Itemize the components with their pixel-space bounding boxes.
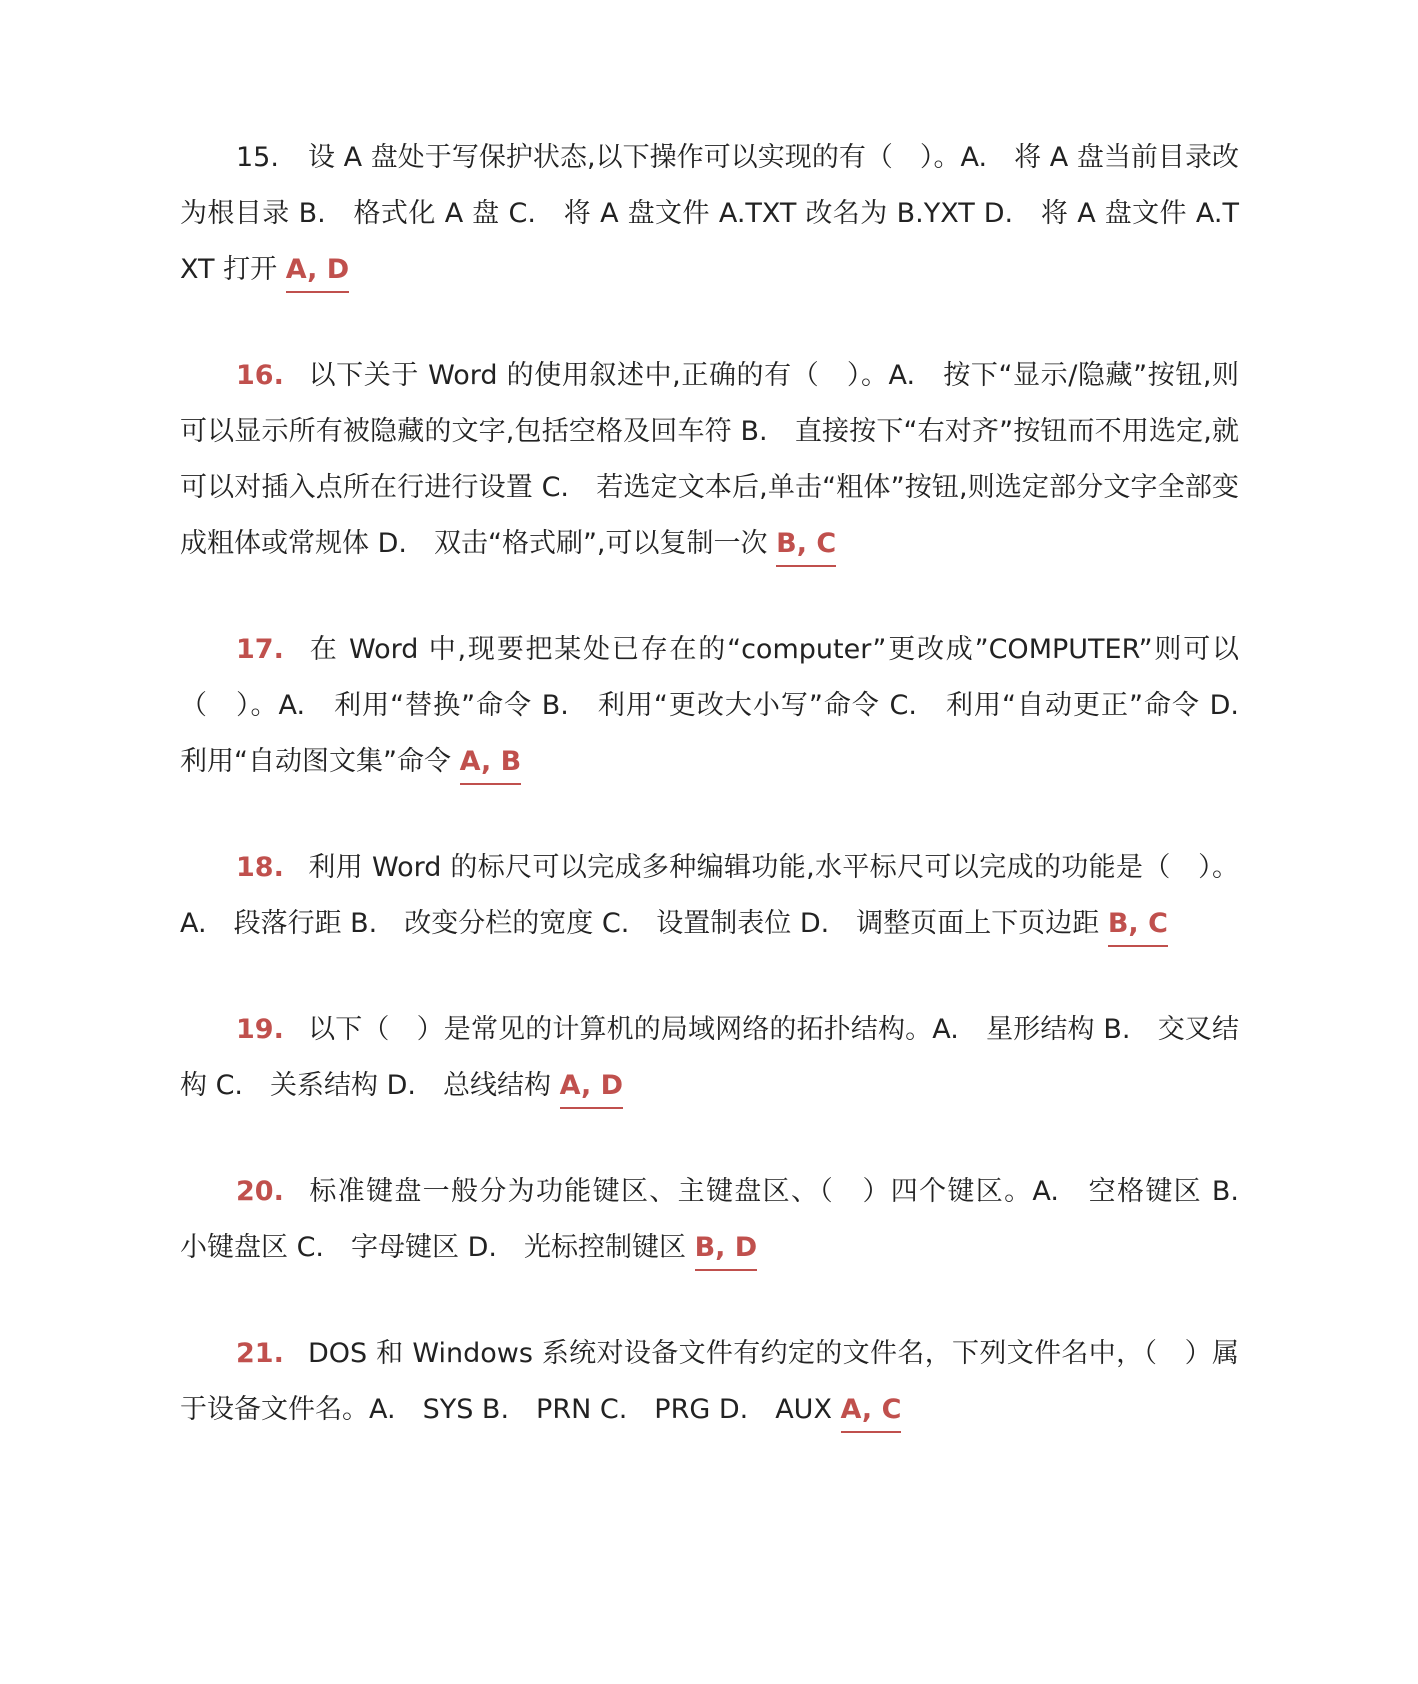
document-page	[180, 130, 1266, 1488]
question-number: 20.	[236, 1176, 284, 1207]
question-number: 17.	[236, 634, 284, 665]
answer-key: A, C	[841, 1394, 902, 1433]
question-text: 设 A 盘处于写保护状态,以下操作可以实现的有（ ）。A. 将 A 盘当前目录改为根目录 B. 格式化 A 盘 C. 将 A 盘文件 A.TXT 改名为 B.YXT D. 将 A 盘文件 A.TXT 打开	[180, 142, 1239, 285]
question-19	[180, 1002, 1239, 1114]
question-number: 19.	[236, 1014, 284, 1045]
question-number: 16.	[236, 360, 284, 391]
answer-key: A, B	[460, 746, 522, 785]
answer-key: A, D	[560, 1070, 623, 1109]
question-17	[180, 622, 1266, 790]
question-15	[180, 130, 1239, 298]
question-18	[180, 840, 1239, 952]
answer-key: B, C	[1108, 908, 1168, 947]
answer-key: B, C	[776, 528, 836, 567]
question-16	[180, 348, 1239, 572]
question-21	[180, 1326, 1239, 1438]
question-number: 15.	[236, 142, 279, 173]
question-text: 以下关于 Word 的使用叙述中,正确的有（ ）。A. 按下“显示/隐藏”按钮,则可以显示所有被隐藏的文字,包括空格及回车符 B. 直接按下“右对齐”按钮而不用选定,就可以对插入点所在行进行设置 C. 若选定文本后,单击“粗体”按钮,则选定部分文字全部变成粗体或常规体 D. 双击“格式刷”,可以复制一次	[180, 360, 1239, 559]
question-text: 以下（ ）是常见的计算机的局域网络的拓扑结构。A. 星形结构 B. 交叉结构 C. 关系结构 D. 总线结构	[180, 1014, 1239, 1101]
question-text: DOS 和 Windows 系统对设备文件有约定的文件名，下列文件名中，（ ）属于设备文件名。A. SYS B. PRN C. PRG D. AUX	[180, 1338, 1239, 1425]
answer-key: B, D	[695, 1232, 758, 1271]
question-text: 在 Word 中,现要把某处已存在的“computer”更改成”COMPUTER”则可以（ ）。A. 利用“替换”命令 B. 利用“更改大小写”命令 C. 利用“自动更正”命令 D. 利用“自动图文集”命令	[180, 634, 1266, 777]
question-text: 利用 Word 的标尺可以完成多种编辑功能,水平标尺可以完成的功能是（ ）。A. 段落行距 B. 改变分栏的宽度 C. 设置制表位 D. 调整页面上下页边距	[180, 852, 1239, 939]
question-text: 标准键盘一般分为功能键区、主键盘区、（ ）四个键区。A. 空格键区 B. 小键盘区 C. 字母键区 D. 光标控制键区	[180, 1176, 1266, 1263]
answer-key: A, D	[286, 254, 349, 293]
question-number: 21.	[236, 1338, 284, 1369]
question-number: 18.	[236, 852, 284, 883]
question-20	[180, 1164, 1266, 1276]
